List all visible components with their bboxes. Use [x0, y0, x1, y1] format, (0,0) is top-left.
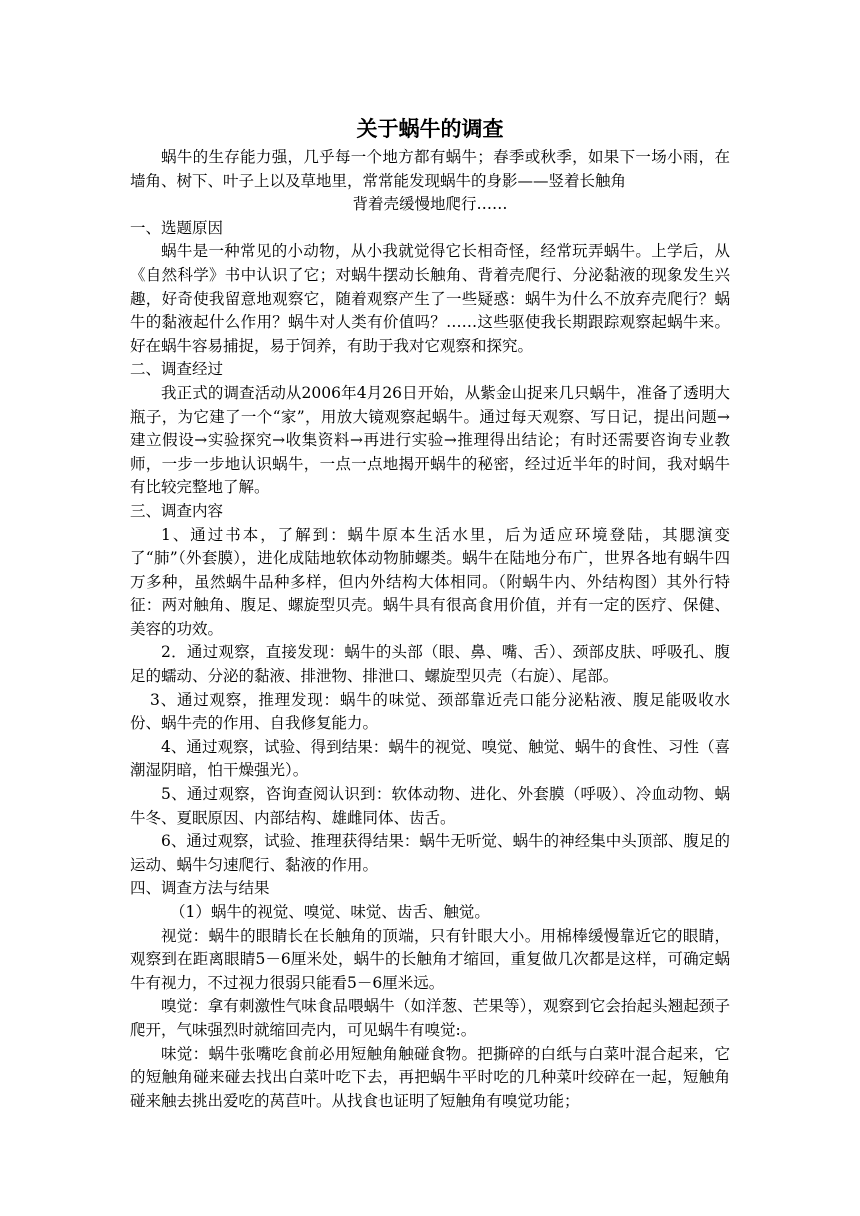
- section3-item-3: 3、通过观察，推理发现：蜗牛的味觉、颈部靠近壳口能分泌粘液、腹足能吸收水份、蜗牛壳的作用、自我修复能力。: [130, 690, 730, 733]
- document-title: 关于蜗牛的调查: [356, 116, 504, 141]
- section3-item-1: 1、通过书本，了解到：蜗牛原本生活水里，后为适应环境登陆，其腮演变了“肺”（外套膜），进化成陆地软体动物肺螺类。蜗牛在陆地分布广，世界各地有蜗牛四万多种，虽然蜗牛品种多样，但内外结构大体相同。（附蜗牛内、外结构图）其外行特征：两对触角、腹足、螺旋型贝壳。蜗牛具有很高食用价值，并有一定的医疗、保健、美容的功效。: [130, 525, 730, 638]
- intro-paragraph-end: 背着壳缓慢地爬行……: [352, 195, 508, 214]
- section1-paragraph: 蜗牛是一种常见的小动物，从小我就觉得它长相奇怪，经常玩弄蜗牛。上学后，从《自然科学》书中认识了它；对蜗牛摆动长触角、背着壳爬行、分泌黏液的现象发生兴趣，好奇使我留意地观察它，随着观察产生了一些疑惑：蜗牛为什么不放弃壳爬行？蜗牛的黏液起什么作用？蜗牛对人类有价值吗？……这些驱使我长期跟踪观察起蜗牛来。好在蜗牛容易捕捉，易于饲养，有助于我对它观察和探究。: [130, 242, 730, 355]
- section3-item-6: 6、通过观察，试验、推理获得结果：蜗牛无听觉、蜗牛的神经集中头顶部、腹足的运动、蜗牛匀速爬行、黏液的作用。: [130, 832, 730, 874]
- section3-item-4: 4、通过观察，试验、得到结果：蜗牛的视觉、嗅觉、触觉、蜗牛的食性、习性（喜潮湿阴暗，怕干燥强光）。: [130, 737, 730, 780]
- section2-paragraph: 我正式的调查活动从2006年4月26日开始，从紫金山捉来几只蜗牛，准备了透明大瓶子，为它建了一个“家”，用放大镜观察起蜗牛。通过每天观察、写日记，提出问题→建立假设→实验探究→收集资料→再进行实验→推理得出结论；有时还需要咨询专业教师，一步一步地认识蜗牛，一点一点地揭开蜗牛的秘密，经过近半年的时间，我对蜗牛有比较完整地了解。: [130, 383, 730, 497]
- section-heading-3: 三、调查内容: [130, 501, 224, 520]
- taste-paragraph: 味觉：蜗牛张嘴吃食前必用短触角触碰食物。把撕碎的白纸与白菜叶混合起来，它的短触角碰来碰去找出白菜叶吃下去，再把蜗牛平时吃的几种菜叶绞碎在一起，短触角碰来触去挑出爱吃的莴苣叶。从找食也证明了短触角有嗅觉功能；: [130, 1044, 730, 1110]
- vision-paragraph: 视觉：蜗牛的眼睛长在长触角的顶端，只有针眼大小。用棉棒缓慢靠近它的眼睛，观察到在距离眼睛5－6厘米处，蜗牛的长触角才缩回，重复做几次都是这样，可确定蜗牛有视力，不过视力很弱只能看5－6厘米远。: [130, 926, 730, 992]
- section-heading-2: 二、调查经过: [130, 360, 224, 379]
- section4-subheading-1: （1）蜗牛的视觉、嗅觉、味觉、齿舌、触觉。: [170, 903, 490, 921]
- section3-item-2: 2．通过观察，直接发现：蜗牛的头部（眼、鼻、嘴、舌）、颈部皮肤、呼吸孔、腹足的蠕动、分泌的黏液、排泄物、排泄口、螺旋型贝壳（右旋）、尾部。: [130, 643, 730, 686]
- document-body: [130, 112, 730, 1113]
- smell-paragraph: 嗅觉：拿有刺激性气味食品喂蜗牛（如洋葱、芒果等），观察到它会抬起头翘起颈子爬开，气味强烈时就缩回壳内，可见蜗牛有嗅觉:。: [130, 997, 730, 1039]
- intro-paragraph: 蜗牛的生存能力强，几乎每一个地方都有蜗牛；春季或秋季，如果下一场小雨，在墙角、树下、叶子上以及草地里，常常能发现蜗牛的身影——竖着长触角: [130, 148, 730, 190]
- section3-item-5: 5、通过观察，咨询查阅认识到：软体动物、进化、外套膜（呼吸）、冷血动物、蜗牛冬、夏眠原因、内部结构、雄雌同体、齿舌。: [130, 785, 730, 827]
- section-heading-1: 一、选题原因: [130, 218, 224, 237]
- section-heading-4: 四、调查方法与结果: [130, 879, 270, 898]
